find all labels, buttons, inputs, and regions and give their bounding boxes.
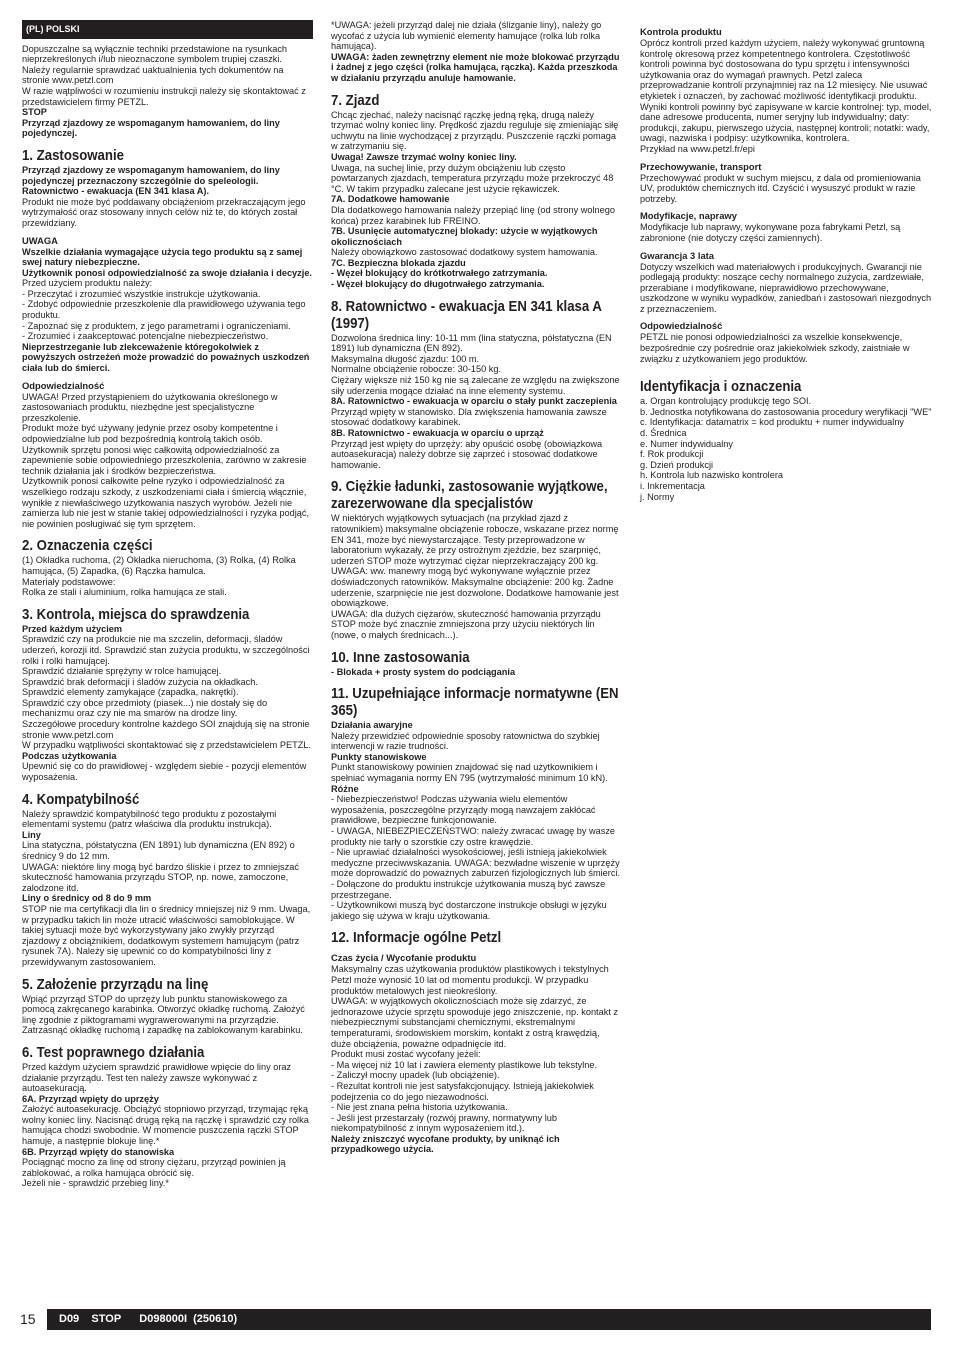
paragraph: Produkt nie może być poddawany obciążeniom przekraczającym jego wytrzymałość oraz stosowany innych celów niż te, do których został przewidziany. [22, 196, 306, 228]
sub-heading: Czas życia / Wycofanie produktu [331, 952, 477, 964]
bold-paragraph: Różne [331, 783, 359, 794]
paragraph: *UWAGA: jeżeli przyrząd dalej nie działa (ślizganie liny), należy go wycofać z użycia lub wymienić elementy hamujące (rolka lub rolka hamująca). [331, 20, 602, 52]
paragraph: f. Rok produkcji [640, 449, 704, 460]
paragraph: j. Normy [640, 491, 675, 502]
paragraph: Sprawdzić działanie sprężyny w rolce hamującej. [22, 666, 222, 677]
paragraph: Pociągnąć mocno za linę od strony ciężaru, przyrząd powinien ją zablokować, a rolka hamująca obrócić się. [22, 1157, 286, 1178]
section-heading: 11. Uzupełniające informacje normatywne (EN 365) [331, 685, 619, 720]
paragraph: - Zaliczył mocny upadek (lub obciążenie). [331, 1070, 500, 1081]
paragraph: Przyrząd jest wpięty do uprzęży: aby opuścić osobę (obowiązkowa autoasekuracja) należy dobrze się zaprzeć i stosować dodatkowe hamowanie. [331, 438, 603, 470]
column-left-content [22, 44, 313, 1189]
paragraph: Przykład na www.petzl.fr/epi [640, 143, 755, 154]
bold-paragraph: 7B. Usunięcie automatycznej blokady: użycie w wyjątkowych okolicznościach [331, 226, 598, 247]
bold-paragraph: Działania awaryjne [331, 720, 413, 731]
paragraph: - Zdobyć odpowiednie przeszkolenie dla prawidłowego używania tego produktu. [22, 299, 306, 321]
paragraph: Użytkownik ponosi całkowite pełne ryzyko i odpowiedzialność za wszelkiego rodzaju szkody, z uszkodzeniami ciała i śmiercią włącznie, wynikłe z niewłaściwego użytkowania naszych wyrobów. Jeżeli nie zamierza lub nie jest w stanie takiej odpowiedzialności i ryzyka podjąć, nie powinien posługiwać się tym sprzętem. [22, 476, 309, 529]
paragraph: - UWAGA, NIEBEZPIECZEŃSTWO: należy zwracać uwagę by wasze produkty nie tarły o szorstkie czy ostre krawędzie. [331, 826, 616, 847]
sub-heading: UWAGA [22, 234, 58, 246]
paragraph: Sprawdzić brak deformacji i śladów zużycia na okładkach. [22, 676, 258, 687]
spacer [640, 364, 932, 370]
footer-bar [47, 1309, 931, 1330]
paragraph: Należy sprawdzić kompatybilność tego produktu z pozostałymi elementami systemu (patrz właściwa dla produktu instrukcja). [22, 808, 277, 830]
paragraph: - Użytkownikowi muszą być dostarczone instrukcje obsługi w języku jakiego się używa w kraju użytkowania. [331, 900, 607, 921]
section-heading: 12. Informacje ogólne Petzl [331, 929, 502, 947]
bold-paragraph: - Blokada + prosty system do podciągania [331, 666, 516, 677]
paragraph: UWAGA: dla dużych ciężarów, skuteczność hamowania przyrządu STOP może być znacznie zmniejszona przy użyciu niektórych lin (nowe, o małych średnicach...). [331, 608, 601, 640]
paragraph: Dotyczy wszelkich wad materiałowych i produkcyjnych. Gwarancji nie podlegają produkty: noszące cechy normalnego zużycia, zardzewiałe, przerabiane i modyfikowane, nieprawidłowo przechowywane, uszkodzone w wyniku wypadków, zaniedbań i zastosowań niezgodnych z przeznaczeniem. [640, 261, 932, 314]
paragraph: - Zapoznać się z produktem, z jego parametrami i ograniczeniami. [22, 320, 291, 331]
paragraph: Modyfikacje lub naprawy, wykonywane poza fabrykami Petzl, są zabronione (nie dotyczy części zamiennych). [640, 222, 901, 243]
bold-paragraph: 7A. Dodatkowe hamowanie [331, 194, 450, 205]
bold-paragraph: Użytkownik ponosi odpowiedzialność za swoje działania i decyzje. [22, 267, 312, 278]
paragraph: Wyniki kontroli powinny być zapisywane w karcie kontrolnej: typ, model, dane adresowe producenta, numer seryjny lub indywidualny; daty: produkcji, zakupu, pierwszego użycia, następnej kontroli; notatki: wady, uwagi, nazwiska i podpisy: użytkownika, kontrolera. [640, 101, 932, 144]
paragraph: Przyrząd wpięty w stanowisko. Dla zwiększenia hamowania zawsze stosować dodatkowy karabinek. [331, 406, 607, 428]
paragraph: (1) Okładka ruchoma, (2) Okładka nieruchoma, (3) Rolka, (4) Rolka hamująca, (5) Zapadka, (6) Rączka hamulca. [22, 555, 296, 576]
sub-heading: Gwarancja 3 lata [640, 249, 714, 261]
paragraph: g. Dzień produkcji [640, 459, 714, 470]
paragraph: Sprawdzić czy obce przedmioty (piasek...) nie dostały się do mechanizmu oraz czy nie ma smarów na drodze liny. [22, 697, 268, 719]
paragraph: - Jeśli jest przestarzały (rozwój prawny, normatywny lub niekompatybilność z innym wyposażeniem itd.). [331, 1112, 558, 1134]
column-left [22, 20, 313, 1189]
bold-paragraph: Nieprzestrzeganie lub zlekceważenie któregokolwiek z powyższych ostrzeżeń może prowadzić do poważnych uszkodzeń ciała lub do śmierci. [22, 341, 310, 374]
paragraph: Rolka ze stali i aluminium, rolka hamująca ze stali. [22, 587, 227, 598]
sub-heading: Modyfikacje, naprawy [640, 210, 737, 222]
paragraph: - Zrozumieć i zaakceptować potencjalne niebezpieczeństwo. [22, 331, 269, 342]
paragraph: Założyć autoasekurację. Obciążyć stopniowo przyrząd, trzymając ręką wolny koniec liny. Nacisnąć drugą ręką na rączkę i sprawdzić czy rolka hamująca chodzi swobodnie. W momencie puszczenia rączki STOP hamuje, a następnie blokuje linę.* [22, 1104, 309, 1147]
bold-paragraph: Przyrząd zjazdowy ze wspomaganym hamowaniem, do liny pojedynczej przeznaczony szczególnie do speleologii. [22, 164, 280, 186]
bold-paragraph: 8B. Ratownictwo - ewakuacja w oparciu o uprząż [331, 428, 544, 438]
section-heading: 2. Oznaczenia części [22, 537, 153, 555]
paragraph: Szczegółowe procedury kontrolne każdego SOI znajdują się na stronie stronie www.petzl.com [22, 719, 310, 740]
paragraph: - Nie jest znana pełna historia użytkowania. [331, 1102, 508, 1113]
language-header: (PL) POLSKI [22, 20, 313, 39]
bold-paragraph: Ratownictwo - ewakuacja (EN 341 klasa A). [22, 186, 210, 197]
paragraph: Lina statyczna, półstatyczna (EN 1891) lub dynamiczna (EN 892) o średnicy 9 do 12 mm. [22, 840, 295, 861]
sub-heading: Kontrola produktu [640, 26, 722, 37]
paragraph: Maksymalna długość zjazdu: 100 m. [331, 353, 480, 364]
paragraph: Punkt stanowiskowy powinien znajdować się nad użytkownikiem i spełniać wymagania normy EN 795 (wytrzymałość minimum 10 kN). [331, 762, 608, 784]
section-heading: 9. Ciężkie ładunki, zastosowanie wyjątkowe, zarezerwowane dla specjalistów [331, 478, 608, 513]
paragraph: Maksymalny czas użytkowania produktów plastikowych i tekstylnych Petzl może wynosić 10 lat od momentu produkcji. W przypadku produktów metalowych jest nieokreślony. [331, 964, 609, 996]
paragraph: Dozwolona średnica liny: 10-11 mm (lina statyczna, półstatyczna (EN 1891) lub dynamiczna (EN 892). [331, 332, 612, 354]
paragraph: W razie wątpliwości w rozumieniu instrukcji należy się skontaktować z przedstawicielem firmy PETZL. [22, 85, 306, 107]
paragraph: - Nie uprawiać działalności wysokościowej, jeśli istnieją jakiekolwiek medyczne przeciwwskazania. UWAGA: bezwładne wiszenie w uprzęży może doprowadzić do poważnych zaburzeń fizjologicznych lub śmierci. [331, 847, 621, 879]
bold-paragraph: UWAGA: żaden zewnętrzny element nie może blokować przyrządu i żadnej z jego części (rolka hamująca, rączka). Każda przeszkoda w działaniu przyrządu anuluje hamowanie. [331, 51, 620, 83]
paragraph: - Dołączone do produktu instrukcje użytkowania muszą być zawsze przestrzegane. [331, 879, 606, 900]
paragraph: Materiały podstawowe: [22, 576, 116, 587]
section-heading: 5. Założenie przyrządu na linę [22, 975, 209, 993]
paragraph: Produkt musi zostać wycofany jeżeli: [331, 1049, 481, 1060]
paragraph: Jeżeli nie - sprawdzić przebieg liny.* [22, 1178, 169, 1189]
paragraph: e. Numer indywidualny [640, 438, 733, 449]
paragraph: W przypadku wątpliwości skontaktować się z przedstawicielem PETZL. [22, 740, 311, 751]
paragraph: a. Organ kontrolujący produkcję tego SOI. [640, 396, 812, 407]
paragraph: PETZL nie ponosi odpowiedzialności za wszelkie konsekwencje, bezpośrednie czy pośrednie oraz jakiekolwiek szkody, zaistniałe w związku z użytkowaniem jego produktów. [640, 332, 910, 364]
bold-paragraph: Wszelkie działania wymagające użycia tego produktu są z samej swej natury niebezpieczne. [22, 246, 303, 268]
section-heading: 6. Test poprawnego działania [22, 1043, 205, 1061]
paragraph: W niektórych wyjątkowych sytuacjach (na przykład zjazd z ratownikiem) maksymalne obciążenie robocze, wskazane przez normę EN 341, może być niewystarczające. Testy przeprowadzone w laboratorium wykazały, że przy ostrożnym zjeździe, bez szarpnięć, uderzeń STOP może wytrzymać ciężar nieprzekraczający 200 kg. [331, 513, 619, 566]
section-heading: 7. Zjazd [331, 91, 380, 109]
paragraph: Oprócz kontroli przed każdym użyciem, należy wykonywać gruntowną kontrolę okresową przez kompetentnego kontrolera. Częstotliwość kontroli powinna być dostosowana do typu sprzętu i intensywności użytkowania oraz do wymagań prawnych. Petzl zaleca przeprowadzanie kontroli przynajmniej raz na 12 miesięcy. Nie usuwać etykietek i oznaczeń, by zachować możliwość identyfikacji produktu. [640, 38, 928, 101]
bold-paragraph: 6B. Przyrząd wpięty do stanowiska [22, 1146, 175, 1157]
sub-heading: Odpowiedzialność [640, 320, 723, 332]
section-heading: 4. Kompatybilność [22, 790, 140, 808]
paragraph: Przechowywać produkt w suchym miejscu, z dala od promieniowania UV, produktów chemicznych itd. Czyścić i wysuszyć produkt w razie potrzeby. [640, 172, 921, 204]
bold-paragraph: 8A. Ratownictwo - ewakuacja w oparciu o stały punkt zaczepienia [331, 396, 617, 407]
paragraph: Należy regularnie sprawdzać uaktualnienia tych dokumentów na stronie www.petzl.com [22, 64, 284, 86]
paragraph: Uwaga, na suchej linie, przy dużym obciążeniu lub często powtarzanych zjazdach, temperatura przyrządu może przekroczyć 48 °C. W takim przypadku zalecane jest użycie rękawiczek. [331, 162, 614, 194]
bold-paragraph: Punkty stanowiskowe [331, 751, 427, 762]
bold-paragraph: 6A. Przyrząd wpięty do uprzęży [22, 1093, 159, 1104]
bold-paragraph: 7C. Bezpieczna blokada zjazdu [331, 257, 466, 268]
paragraph: UWAGA! Przed przystąpieniem do użytkowania określonego w zastosowaniach produktu, niezbędne jest specjalistyczne przeszkolenie. [22, 391, 278, 423]
paragraph: Użytkownik sprzętu ponosi więc całkowitą odpowiedzialność za zapewnienie sobie odpowiedniego przeszkolenia, zarówno w zakresie technik działania jak i środków bezpieczeństwa. [22, 444, 307, 476]
paragraph: - Ma więcej niż 10 lat i zawiera elementy plastikowe lub tekstylne. [331, 1059, 598, 1070]
paragraph: - Przeczytać i zrozumieć wszystkie instrukcje użytkowania. [22, 288, 261, 299]
section-heading: 3. Kontrola, miejsca do sprawdzenia [22, 605, 250, 623]
paragraph: i. Inkrementacja [640, 481, 705, 491]
bold-paragraph: Należy zniszczyć wycofane produkty, by uniknąć ich przypadkowego użycia. [331, 1133, 560, 1155]
section-heading: 10. Inne zastosowania [331, 648, 470, 666]
paragraph: Chcąc zjechać, należy nacisnąć rączkę jedną ręką, drugą należy trzymać wolny koniec liny. Prędkość zjazdu reguluje się zmieniając siłę uchwytu na linie wychodzącej z przyrządu. Puszczenie rączki pomaga w zatrzymaniu się. [331, 109, 619, 152]
paragraph: d. Średnica [640, 428, 687, 439]
bold-paragraph: Liny [22, 829, 41, 840]
column-right [640, 20, 932, 502]
paragraph: - Niebezpieczeństwo! Podczas używania wielu elementów wyposażenia, poszczególne przyrządy mogą nawzajem zakłócać prawidłowe, bezpieczne funkcjonowanie. [331, 794, 596, 826]
sub-heading: Odpowiedzialność [22, 379, 105, 391]
paragraph: Dopuszczalne są wyłącznie techniki przedstawione na rysunkach nieprzekreślonych i/lub nieoznaczone symbolem trupiej czaszki. [22, 43, 288, 65]
bold-paragraph: Podczas użytkowania [22, 750, 117, 761]
paragraph: Należy obowiązkowo zastosować dodatkowy system hamowania. [331, 247, 598, 258]
section-heading: 1. Zastosowanie [22, 146, 124, 164]
paragraph: Ciężary większe niż 150 kg nie są zalecane ze względu na zwiększone siły uderzenia mogące działać na inne elementy systemu. [331, 375, 620, 396]
paragraph: b. Jednostka notyfikowana do zastosowania procedury weryfikacji "WE" [640, 406, 932, 417]
bold-paragraph: - Węzeł blokujący do długotrwałego zatrzymania. [331, 279, 545, 290]
paragraph: Przed użyciem produktu należy: [22, 278, 153, 289]
bold-paragraph: STOP [22, 107, 47, 118]
section-heading: 8. Ratownictwo - ewakuacja EN 341 klasa A (1997) [331, 297, 602, 332]
page-number: 15 [20, 1311, 36, 1327]
paragraph: - Rezultat kontroli nie jest satysfakcjonujący. Istnieją jakiekolwiek podejrzenia co do jego niezawodności. [331, 1080, 594, 1102]
section-heading: Identyfikacja i oznaczenia [640, 378, 802, 396]
paragraph: Sprawdzić czy na produkcie nie ma szczelin, deformacji, śladów uderzeń, korozji itd. Sprawdzić stan zużycia produktu, w szczególności rolki i rolki hamującej. [22, 634, 310, 666]
column-middle [331, 20, 622, 1155]
paragraph: Przed każdym użyciem sprawdzić prawidłowe wpięcie do liny oraz działanie przyrządu. Test ten należy zawsze wykonywać z autoasekuracją. [22, 1061, 292, 1094]
footer-doc-ref: D09 STOP D098000I (250610) [59, 1313, 238, 1325]
paragraph: c. Identyfikacja: datamatrix = kod produktu + numer indywidualny [640, 417, 905, 428]
sub-heading: Przechowywanie, transport [640, 160, 762, 172]
bold-paragraph: - Węzeł blokujący do krótkotrwałego zatrzymania. [331, 268, 548, 279]
paragraph: Upewnić się co do prawidłowej - względem siebie - pozycji elementów wyposażenia. [22, 761, 307, 783]
paragraph: Należy przewidzieć odpowiednie sposoby ratownictwa do szybkiej interwencji w razie trudności. [331, 730, 600, 752]
paragraph: Produkt może być używany jedynie przez osoby kompetentne i odpowiedzialne lub pod bezpośrednią kontrolą takich osób. [22, 423, 278, 444]
bold-paragraph: Uwaga! Zawsze trzymać wolny koniec liny. [331, 151, 517, 162]
paragraph: Wpiąć przyrząd STOP do uprzęży lub punktu stanowiskowego za pomocą zakręcanego karabinka. Otworzyć okładkę ruchomą. Założyć linę zgodnie z piktogramami wygrawerowanymi na przyrządzie. Zatrzasnąć okładkę ruchomą i zapadkę na zablokowanym karabinku. [22, 993, 305, 1036]
bold-paragraph: Przyrząd zjazdowy ze wspomaganym hamowaniem, do liny pojedynczej. [22, 117, 280, 139]
paragraph: Sprawdzić elementy zamykające (zapadka, nakrętki). [22, 687, 239, 698]
paragraph: Dla dodatkowego hamowania należy przepiąć linę (od strony wolnego końca) przez karabinek lub FREINO. [331, 204, 615, 226]
bold-paragraph: Przed każdym użyciem [22, 623, 123, 634]
paragraph: UWAGA: niektóre liny mogą być bardzo śliskie i przez to zmniejszać skuteczność hamowania przyrządu STOP, np. nowe, zamoczone, zalodzone itd. [22, 861, 299, 893]
paragraph: UWAGA: ww. manewry mogą być wykonywane wyłącznie przez doświadczonych ratowników. Maksymalne obciążenie: 200 kg. Żadne uderzenie, szarpnięcie nie jest dozwolone. Dodatkowe hamowanie jest obowiązkowe. [331, 566, 619, 609]
bold-paragraph: Liny o średnicy od 8 do 9 mm [22, 893, 152, 904]
paragraph: STOP nie ma certyfikacji dla lin o średnicy mniejszej niż 9 mm. Uwaga, w przypadku takich lin może utracić właściwości samoblokujące. W takiej sytuacji może być wykorzystywany jako zwykły przyrząd zjazdowy z obciążnikiem, dodatkowym systemem hamującym (patrz rysunek 7A). Należy się upewnić co do kompatybilności liny z przewidywanym zastosowaniem. [22, 903, 311, 967]
paragraph: h. Kontrola lub nazwisko kontrolera [640, 470, 783, 481]
paragraph: UWAGA: w wyjątkowych okolicznościach może się zdarzyć, że jednorazowe użycie sprzętu spowoduje jego zniszczenie, np. kontakt z niebezpiecznymi substancjami chemicznymi, ekstremalnymi temperaturami, środowiskiem morskim, kontakt z ostrą krawędzią, duże obciążenia, poważne odpadnięcie itd. [331, 996, 619, 1049]
paragraph: Normalne obciążenie robocze: 30-150 kg. [331, 364, 502, 375]
